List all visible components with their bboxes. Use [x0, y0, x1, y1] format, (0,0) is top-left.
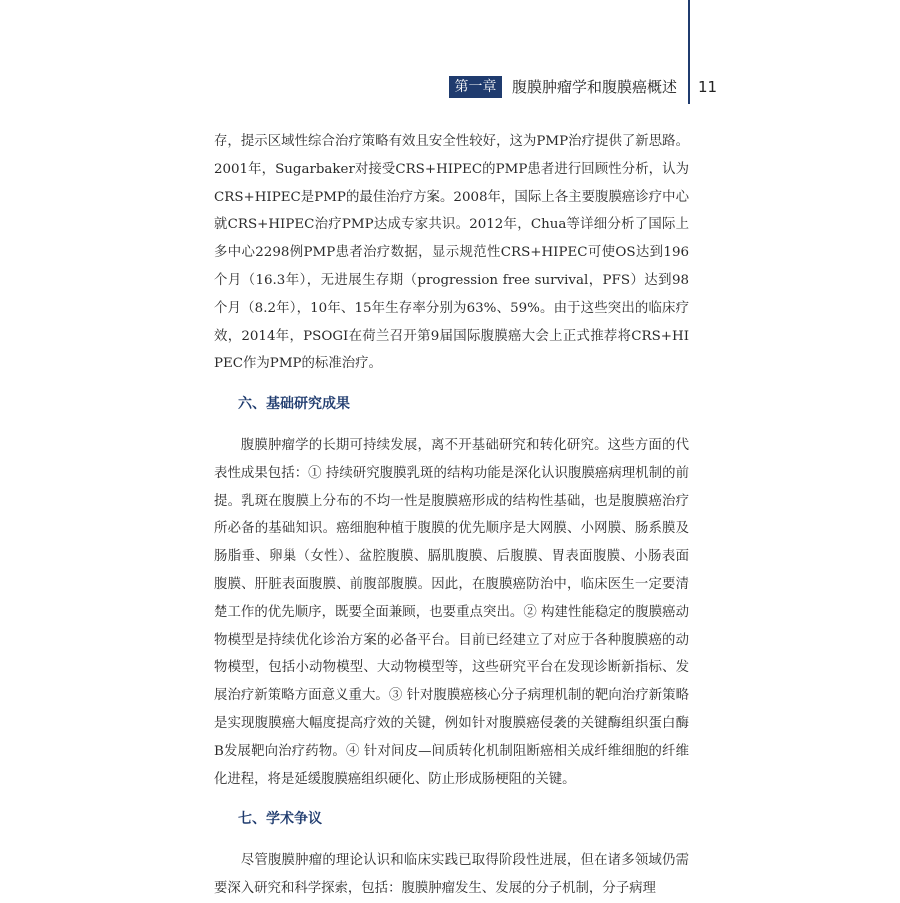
paragraph-pmp-treatment: 存，提示区域性综合治疗策略有效且安全性较好，这为PMP治疗提供了新思路。2001年，Sugarbaker对接受CRS+HIPEC的PMP患者进行回顾性分析，认为CRS+HIPEC是PMP的最佳治疗方案。2008年，国际上各主要腹膜癌诊疗中心就CRS+HIPEC治疗PMP达成专家共识。2012年，Chua等详细分析了国际上多中心2298例PMP患者治疗数据，显示规范性CRS+HIPEC可使OS达到196个月（16.3年），无进展生存期（progression free survival，PFS）达到98个月（8.2年），10年、15年生存率分别为63%、59%。由于这些突出的临床疗效，2014年，PSOGI在荷兰召开第9届国际腹膜癌大会上正式推荐将CRS+HIPEC作为PMP的标准治疗。	[214, 134, 689, 372]
paragraph-basic-research: 腹膜肿瘤学的长期可持续发展，离不开基础研究和转化研究。这些方面的代表性成果包括：① 持续研究腹膜乳斑的结构功能是深化认识腹膜癌病理机制的前提。乳斑在腹膜上分布的不均一性是腹膜癌形成的结构性基础，也是腹膜癌治疗所必备的基础知识。癌细胞种植于腹膜的优先顺序是大网膜、小网膜、肠系膜及肠脂垂、卵巢（女性）、盆腔腹膜、膈肌腹膜、后腹膜、胃表面腹膜、小肠表面腹膜、肝脏表面腹膜、前腹部腹膜。因此，在腹膜癌防治中，临床医生一定要清楚工作的优先顺序，既要全面兼顾，也要重点突出。② 构建性能稳定的腹膜癌动物模型是持续优化诊治方案的必备平台。目前已经建立了对应于各种腹膜癌的动物模型，包括小动物模型、大动物模型等，这些研究平台在发现诊断新指标、发展治疗新策略方面意义重大。③ 针对腹膜癌核心分子病理机制的靶向治疗新策略是实现腹膜癌大幅度提高疗效的关键，例如针对腹膜癌侵袭的关键酶组织蛋白酶B发展靶向治疗药物。④ 针对间皮—间质转化机制阻断癌相关成纤维细胞的纤维化进程，将是延缓腹膜癌组织硬化、防止形成肠梗阻的关键。	[214, 437, 689, 787]
chapter-title: 腹膜肿瘤学和腹膜癌概述	[512, 78, 678, 96]
page-body	[214, 128, 689, 903]
running-header	[0, 74, 900, 100]
section-heading-basic-research: 六、基础研究成果	[238, 396, 350, 413]
paragraph-academic-controversy: 尽管腹膜肿瘤的理论认识和临床实践已取得阶段性进展，但在诸多领域仍需要深入研究和科学探索，包括：腹膜肿瘤发生、发展的分子机制，分子病理	[214, 853, 689, 896]
chapter-label-badge: 第一章	[449, 76, 502, 98]
section-heading-academic-controversy: 七、学术争议	[238, 811, 322, 828]
page-number: 11	[698, 78, 718, 96]
